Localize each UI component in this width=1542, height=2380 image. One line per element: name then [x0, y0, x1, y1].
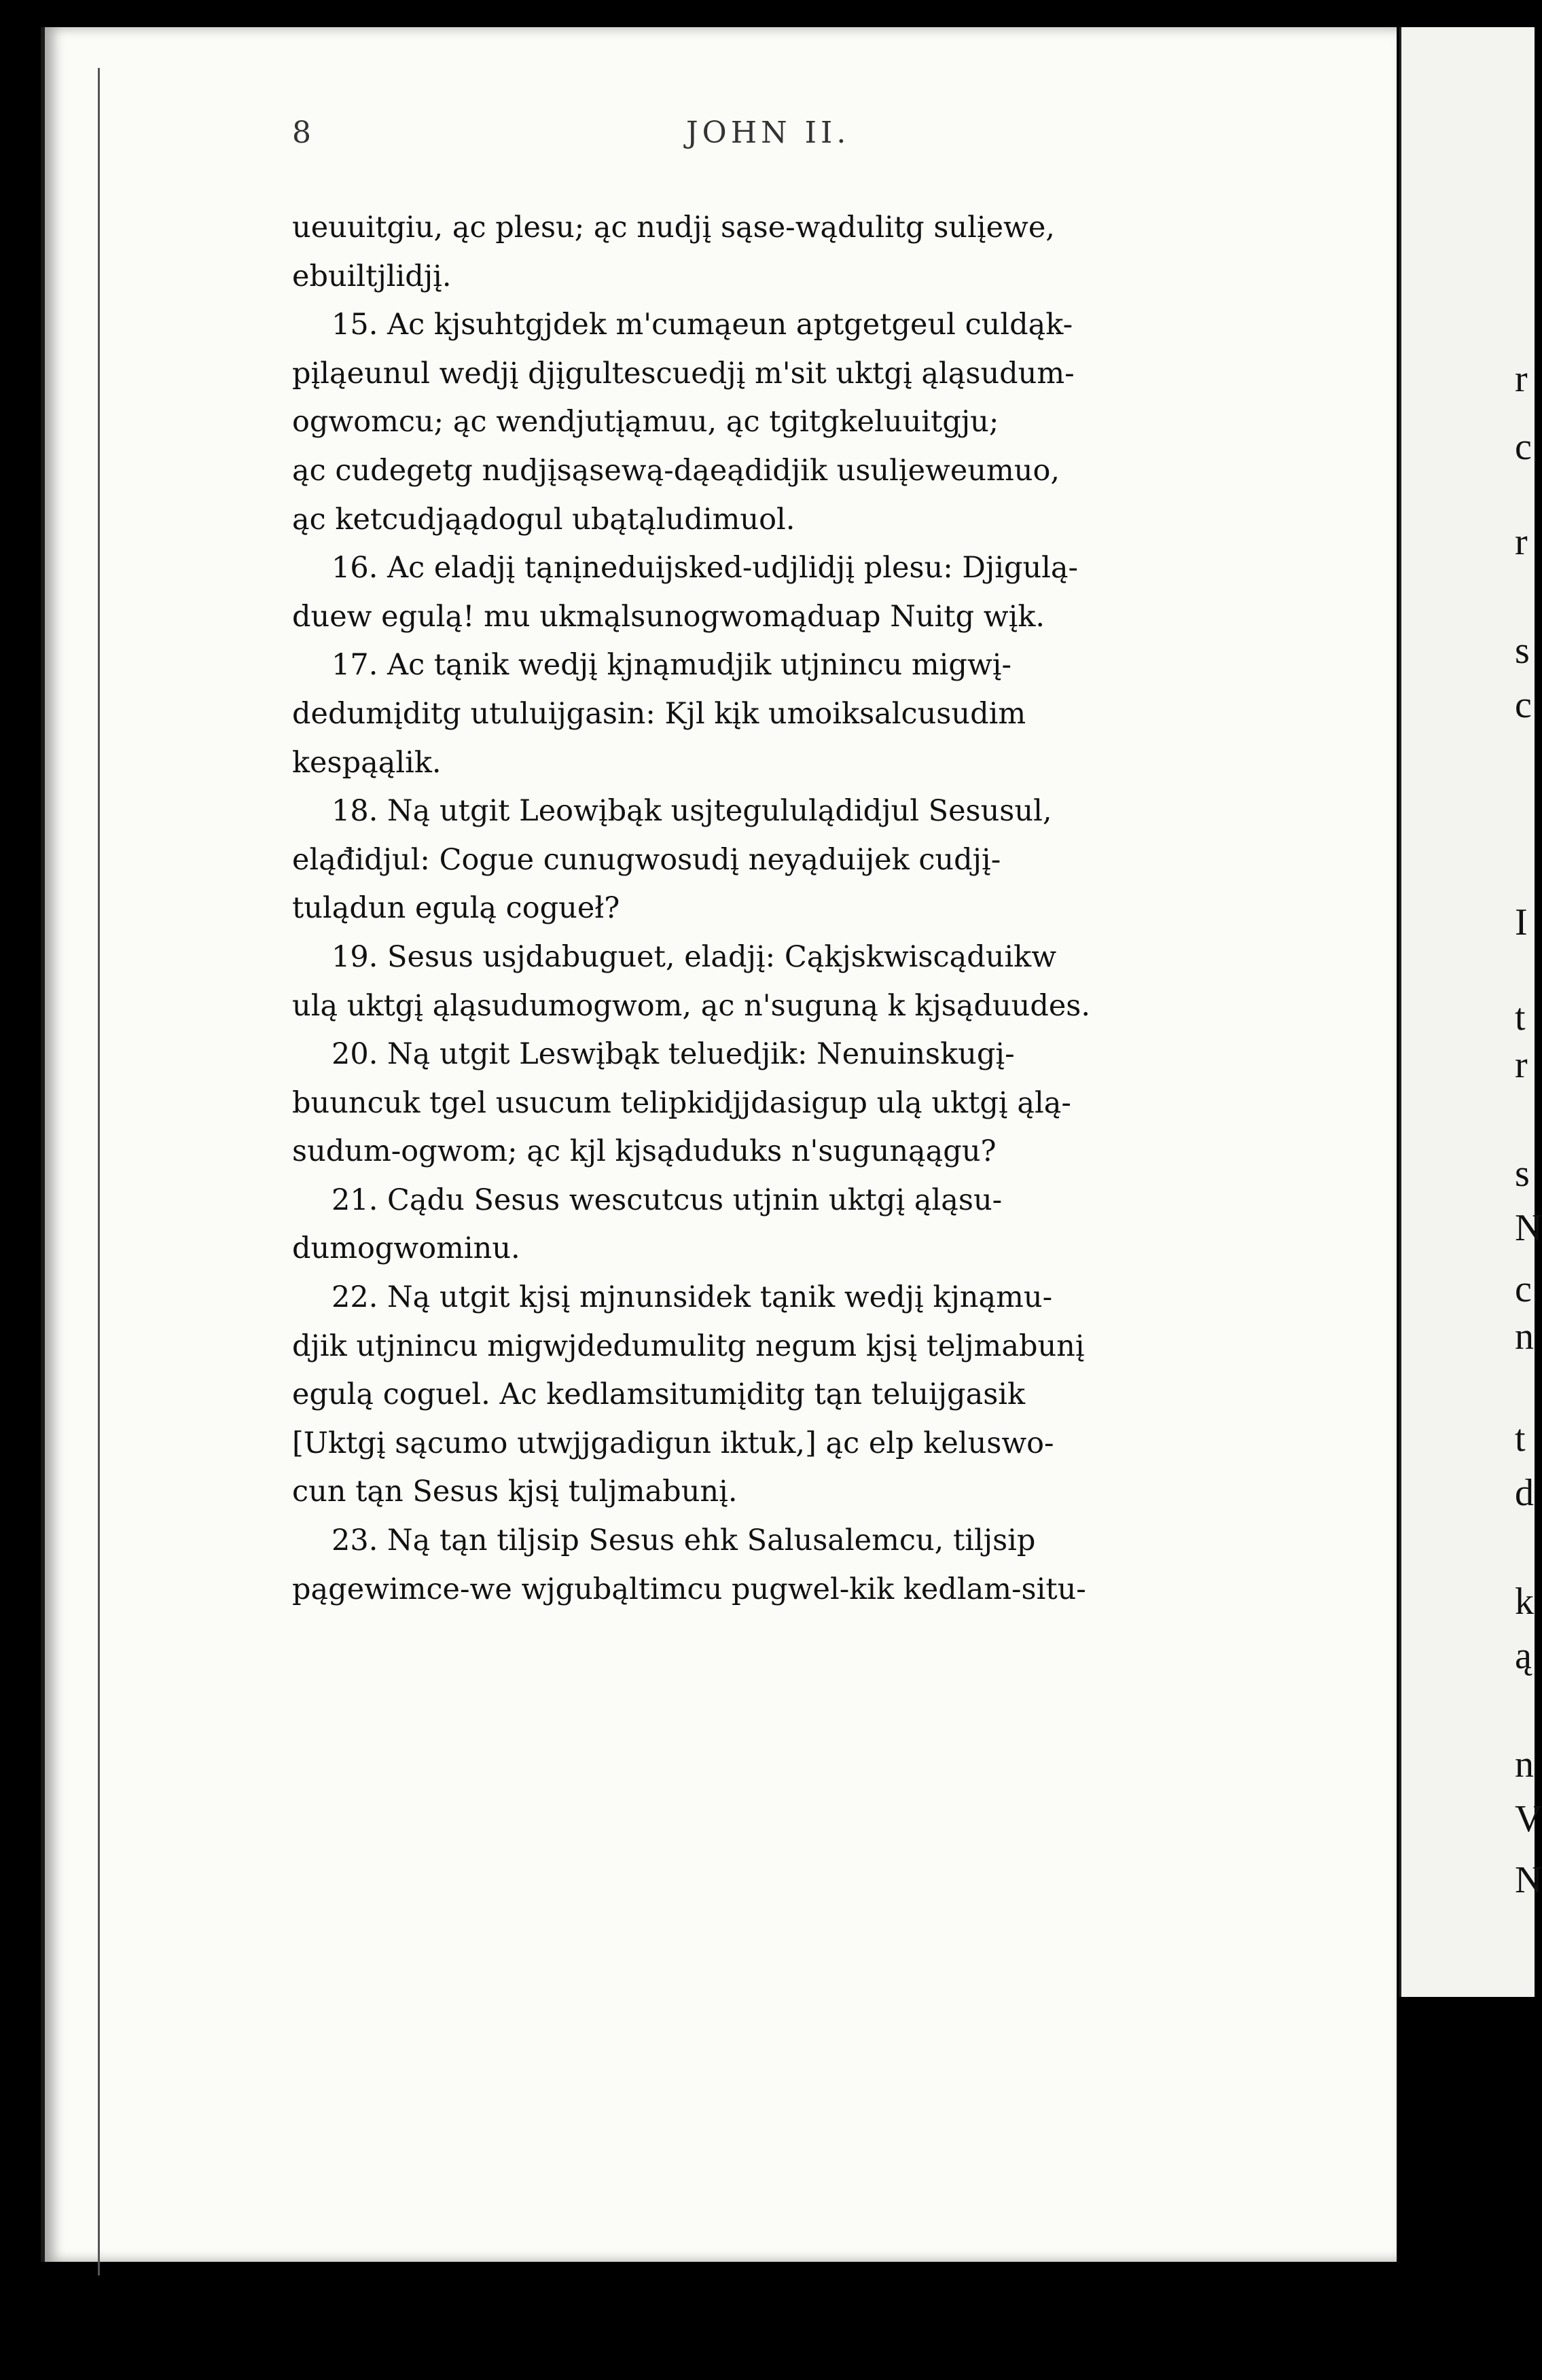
- text-line: ulą uktgį ąląsudumogwom, ąc n'suguną k kjsąduudes.: [292, 988, 1091, 1023]
- text-line: ogwomcu; ąc wendjutįąmuu, ąc tgitgkeluuitgju;: [292, 405, 999, 439]
- facing-page-letters: [1515, 0, 1542, 2380]
- margin-letter: r: [1515, 358, 1528, 400]
- margin-letter: n: [1515, 1744, 1534, 1786]
- body-text: [292, 204, 1304, 1614]
- margin-letter: k: [1515, 1581, 1534, 1623]
- margin-letter: I: [1515, 901, 1528, 943]
- text-line: 23. Ną tąn tiljsip Sesus ehk Salusalemcu, tiljsip: [331, 1523, 1036, 1558]
- text-line: 18. Ną utgit Leowįbąk usjtegululądidjul Sesusul,: [331, 794, 1052, 829]
- text-line: ebuiltjlidjį.: [292, 259, 452, 293]
- text-line: 16. Ac eladjį tąnįneduijsked-udjlidjį plesu: Djigulą-: [331, 551, 1079, 585]
- text-line: 21. Cądu Sesus wescutcus utjnin uktgį ąląsu-: [331, 1183, 1003, 1217]
- margin-letter: V: [1515, 1798, 1542, 1840]
- text-line: ąc cudegetg nudjįsąsewą-dąeądidjik usulįeweumuo,: [292, 453, 1060, 488]
- margin-letter: c: [1515, 426, 1532, 468]
- text-line: egulą coguel. Ac kedlamsitumįditg tąn teluijgasik: [292, 1377, 1026, 1412]
- text-line: ueuuitgiu, ąc plesu; ąc nudjį sąse-wądulitg sulįewe,: [292, 211, 1055, 245]
- page-number: 8: [292, 115, 311, 150]
- text-line: sudum-ogwom; ąc kjl kjsąduduks n'sugunąągu?: [292, 1134, 997, 1169]
- text-line: cun tąn Sesus kjsį tuljmabunį.: [292, 1475, 738, 1509]
- margin-letter: r: [1515, 1044, 1528, 1086]
- margin-letter: s: [1515, 1153, 1530, 1195]
- text-line: eląđidjul: Cogue cunugwosudį neyąduijek cudjį-: [292, 842, 1001, 877]
- running-head: [292, 115, 1311, 177]
- margin-letter: c: [1515, 1268, 1532, 1310]
- margin-letter: d: [1515, 1472, 1534, 1514]
- margin-letter: N: [1515, 1859, 1542, 1901]
- text-line: pągewimce-we wjgubąltimcu pugwel-kik kedlam-situ-: [292, 1572, 1086, 1606]
- text-line: ąc ketcudjąądogul ubątąludimuol.: [292, 502, 795, 537]
- text-line: dedumįditg utuluijgasin: Kjl kįk umoiksalcusudim: [292, 696, 1026, 731]
- margin-letter: n: [1515, 1316, 1534, 1358]
- text-line: duew egulą! mu ukmąlsunogwomąduap Nuitg wįk.: [292, 599, 1045, 634]
- text-line: 22. Ną utgit kjsį mjnunsidek tąnik wedjį kjnąmu-: [331, 1280, 1053, 1315]
- text-line: buuncuk tgel usucum telipkidjjdasigup ulą uktgį ąlą-: [292, 1085, 1071, 1120]
- text-line: dumogwominu.: [292, 1231, 520, 1266]
- text-line: 17. Ac tąnik wedjį kjnąmudjik utjnincu migwį-: [331, 648, 1012, 683]
- margin-letter: s: [1515, 630, 1530, 672]
- text-line: 20. Ną utgit Leswįbąk teluedjik: Nenuinskugį-: [331, 1037, 1015, 1072]
- text-line: pįląeunul wedjį djįgultescuedjį m'sit uktgį ąląsudum-: [292, 356, 1075, 391]
- text-line: 15. Ac kjsuhtgjdek m'cumąeun aptgetgeul culdąk-: [331, 308, 1073, 342]
- text-line: kespąąlik.: [292, 745, 442, 780]
- margin-letter: t: [1515, 1418, 1526, 1460]
- margin-letter: N: [1515, 1207, 1542, 1249]
- running-title: JOHN II.: [686, 115, 850, 150]
- margin-letter: c: [1515, 684, 1532, 726]
- text-line: [Uktgį sącumo utwjjgadigun iktuk,] ąc elp keluswo-: [292, 1426, 1054, 1460]
- text-line: 19. Sesus usjdabuguet, eladjį: Cąkjskwiscąduikw: [331, 939, 1057, 974]
- margin-letter: t: [1515, 996, 1526, 1039]
- text-line: tulądun egulą cogueł?: [292, 891, 620, 926]
- text-line: djik utjnincu migwjdedumulitg negum kjsį teljmabunį: [292, 1329, 1085, 1363]
- binding-gutter: [98, 68, 100, 2275]
- margin-letter: ą: [1515, 1635, 1532, 1677]
- margin-letter: r: [1515, 521, 1528, 563]
